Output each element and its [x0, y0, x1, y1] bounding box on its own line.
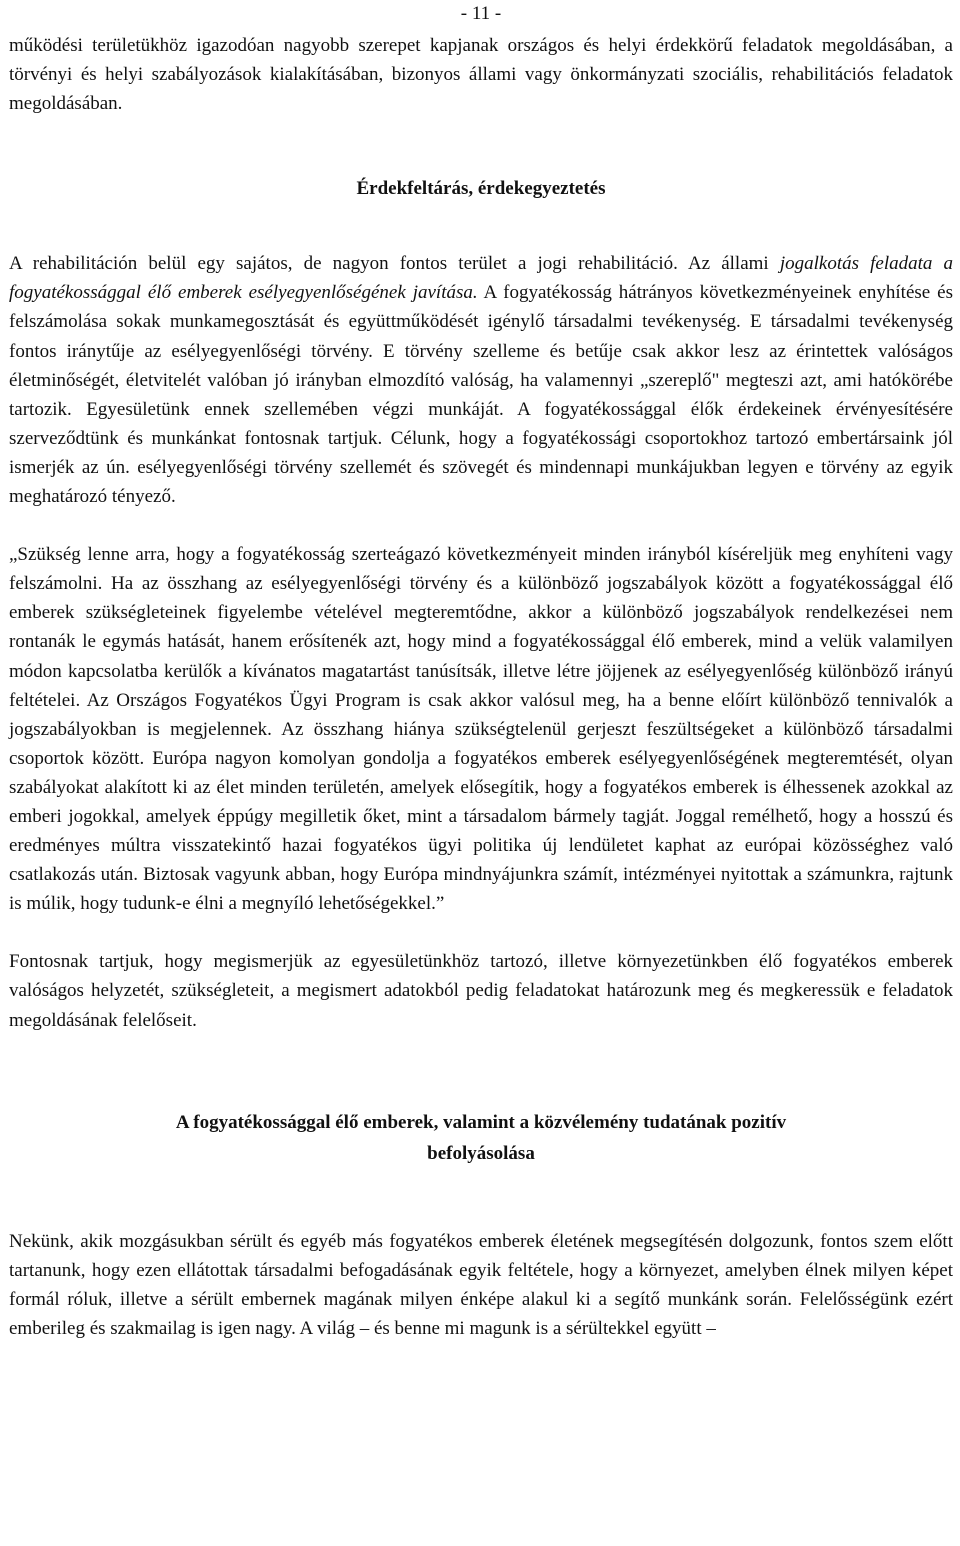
- heading-line: A fogyatékossággal élő emberek, valamint a közvélemény tudatának pozitív: [175, 1111, 787, 1133]
- paragraph-text: A rehabilitáción belül egy sajátos, de nagyon fontos terület a jogi rehabilitáció. Az állami: [9, 253, 780, 275]
- italic-emphasis: jogalkotás feladata a fogyatékossággal élő emberek esélyegyenlőségének javítása.: [9, 253, 953, 304]
- document-page: [9, 0, 953, 1343]
- paragraph-social-inclusion: Nekünk, akik mozgásukban sérült és egyéb más fogyatékos emberek életének megsegítésén dolgozunk, fontos szem előtt tartanunk, hogy ezen ellátottak társadalmi befogadásának egyik feltétele, hogy a környezet, amelyben élnek milyen képet formál róluk, illetve a sérült embernek magának milyen énképe alakul ki a segítő munkánk során. Felelősségünk ezért emberileg és szakmailag is igen nagy. A világ – és benne mi magunk is a sérültekkel együtt –: [9, 1230, 953, 1339]
- intro-paragraph: működési területükhöz igazodóan nagyobb szerepet kapjanak országos és helyi érdekkörű feladatok megoldásában, a törvényi és helyi szabályozások kialakításában, bizonyos állami vagy önkormányzati szociális, rehabilitációs feladatok megoldásában.: [9, 35, 953, 115]
- page-number: - 11 -: [460, 3, 502, 24]
- section-heading-interest: Érdekfeltárás, érdekegyeztetés: [356, 178, 606, 200]
- paragraph-needs-assessment: Fontosnak tartjuk, hogy megismerjük az egyesületünkhöz tartozó, illetve környezetünkben élő fogyatékos emberek valóságos helyzetét, szükségleteit, a megismert adatokból pedig feladatokat határozunk meg és megkeressük e feladatok megoldásának felelőseit.: [9, 951, 953, 1031]
- quote-paragraph: „Szükség lenne arra, hogy a fogyatékosság szerteágazó következményeit minden irányból kíséreljük meg enyhíteni vagy felszámolni. Ha az összhang az esélyegyenlőségi törvény és a különböző jogszabályok között a fogyatékossággal élő emberek szükségleteinek figyelembe vételével megteremtődne, akkor a különböző jogszabályok rendelkezései nem rontanák le egymás hatását, hanem erősítenék azt, hogy mind a fogyatékossággal élő emberek, mind a velük valamilyen módon kapcsolatba kerülők a kívánatos magatartást tanúsítsák, illetve létre jöjjenek az esélyegyenlőség különböző irányú feltételei. Az Országos Fogyatékos Ügyi Program is csak akkor valósul meg, ha a benne előírt különböző tennivalók a jogszabályokban is megjelennek. Az összhang hiánya szükségtelenül gerjeszt feszültségeket a különböző társadalmi csoportok között. Európa nagyon komolyan gondolja a fogyatékos emberek esélyegyenlőségének megteremtését, olyan szabályokat alakított ki az élet minden területén, amelyek elősegítik, hogy a fogyatékos emberek is élhessenek azokkal az emberi jogokkal, amelyek éppúgy megilletik őket, mint a társadalom bármely tagját. Joggal remélhető, hogy a hosszú és eredményes múltra visszatekintő hazai fogyatékos ügyi politika új lendületet kaphat az európai közösséghez való csatlakozás után. Biztosak vagyunk abban, hogy Európa mindnyájunkra számít, intézményei nyitottak a számunkra, rajtunk is múlik, hogy tudunk-e élni a megnyíló lehetőségekkel.”: [9, 544, 953, 915]
- heading-line: befolyásolása: [427, 1142, 535, 1164]
- paragraph-legal-rehabilitation: [9, 249, 953, 511]
- section-heading-public-opinion: [9, 1107, 953, 1169]
- paragraph-text: A fogyatékosság hátrányos következményeinek enyhítése és felszámolása sokak munkamegosztását és együttműködését igénylő társadalmi tevékenység. E társadalmi tevékenység fontos iránytűje az esélyegyenlőségi törvény. E törvény szelleme és betűje csak akkor lesz az érintettek valóságos életminőségét, életvitelét valóban jó irányban elmozdító valóság, ha valamennyi „szereplő" megteszi azt, ami hatókörébe tartozik. Egyesületünk ennek szellemében végzi munkáját. A fogyatékossággal élők érdekeinek érvényesítésére szerveződtünk és munkánkat fontosnak tartjuk. Célunk, hogy a fogyatékossági csoportokhoz tartozó embertársaink jól ismerjék az ún. esélyegyenlőségi törvény szellemét és szövegét és mindennapi munkájukban legyen e törvény az egyik meghatározó tényező.: [9, 282, 953, 508]
